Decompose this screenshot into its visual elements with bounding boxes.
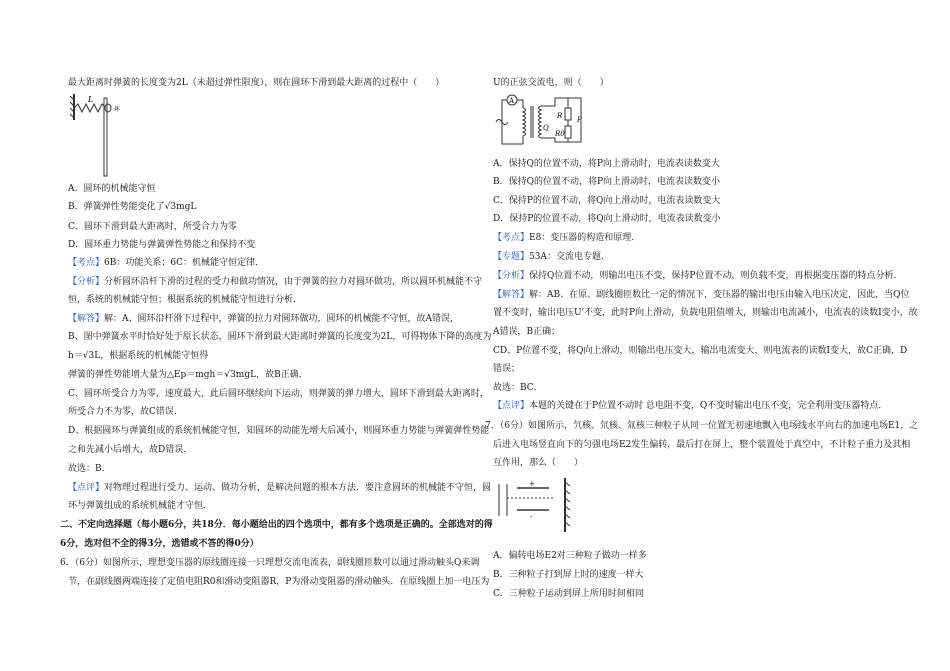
- kaodian-text: 6B：功能关系；6C：机械能守恒定律．: [104, 258, 264, 268]
- plus-label: +: [529, 480, 535, 488]
- kaodian-tag: 【考点】: [493, 233, 530, 243]
- spring-ring-figure: [70, 92, 126, 178]
- dianping-tag: 【点评】: [68, 483, 105, 493]
- jieda-text: 解：A、圆环沿杆滑下过程中，弹簧的拉力对圆环做功，圆环的机械能不守恒，故A错误，: [104, 314, 460, 324]
- minus-label: -: [530, 513, 533, 521]
- jieda-text-2: B、图中弹簧水平时恰好处于原长状态，圆环下滑到最大距离时弹簧的长度变为2L，可得物体下降的高度为: [68, 332, 492, 342]
- r-label: R: [557, 112, 563, 120]
- dianping-text: 本题的关键在于P位置不动时 总电阻不变，Q不变时输出电压不变，完全利用变压器特点．: [529, 401, 888, 411]
- fenxi-tag: 【分析】: [493, 271, 530, 281]
- option-c: C．圆环下滑到最大距离时，所受合力为零: [68, 222, 237, 232]
- section-heading: 二、不定向选择题（每小题6分，共18分．每小题给出的四个选项中，都有多个选项是正确的。全部选对的得: [60, 520, 493, 530]
- fenxi-row: [493, 270, 902, 282]
- option-a: A．偏转电场E2对三种粒子做功一样多: [493, 551, 647, 561]
- section-heading-2: 6分，选对但不全的得3分，选错或不答的得0分）: [60, 539, 259, 549]
- option-b: B．保持Q的位置不动，将P向上滑动时，电流表读数变小: [493, 177, 721, 187]
- jieda-text-6: 故选：BC．: [493, 383, 543, 393]
- question-7-text-2: 后进入电场竖直向下的匀强电场E2发生偏转，最后打在屏上，整个装置处于真空中，不计粒子重力及其相: [493, 440, 911, 450]
- fenxi-text-2: 恒，系统的机械能守恒；根据系统的机械能守恒进行分析．: [68, 295, 303, 305]
- jieda-tag: 【解答】: [68, 314, 105, 324]
- jieda-text-9: 故选：B．: [68, 464, 111, 474]
- question-text: 最大距离时弹簧的长度变为2L（未超过弹性限度），则在圆环下滑到最大距离的过程中（ ）: [68, 78, 445, 88]
- jieda-row: [68, 313, 459, 325]
- r0-label: R0: [555, 130, 565, 138]
- option-c: C．保持P的位置不动，将Q向上滑动时，电流表读数变大: [493, 196, 721, 206]
- question-6-text: 6．（6分）如图所示，理想变压器的原线圈连接一只理想交流电流表，副线圈匝数可以通过滑动触头Q来调: [60, 558, 480, 568]
- zhuanti-row: [493, 251, 610, 263]
- electric-field-figure: [493, 476, 573, 534]
- kaodian-row: [68, 257, 264, 269]
- dianping-tag: 【点评】: [493, 401, 530, 411]
- fenxi-row: [68, 276, 482, 288]
- jieda-text-5: 错误；: [493, 364, 521, 374]
- jieda-text-4: 弹簧的弹性势能增大量为△Ep＝mgh＝√3mgL，故B正确．: [68, 370, 308, 380]
- question-7-text: 7．（6分）如图所示，氕核、氘核、氚核三种粒子从同一位置无初速地飘入电场线水平向右的加速电场E1，之: [485, 421, 919, 431]
- length-label: L: [88, 95, 94, 104]
- option-a: A．圆环的机械能守恒: [68, 184, 156, 194]
- zhuanti-text: 53A：交流电专题．: [529, 252, 610, 262]
- fenxi-text: 分析圆环沿杆下滑的过程的受力和做功情况，由于弹簧的拉力对圆环做功，所以圆环机械能不守: [104, 277, 483, 287]
- option-a: A．保持Q的位置不动，将P向上滑动时，电流表读数变大: [493, 159, 720, 169]
- option-c: C．三种粒子运动到屏上所用时间相同: [493, 589, 644, 599]
- fenxi-text: 保持Q位置不动，则输出电压不变，保持P位置不动，则负载不变，再根据变压器的特点分析．: [529, 271, 903, 281]
- jieda-text-6: 所受合力不为零，故C错误．: [68, 407, 183, 417]
- dianping-text-2: 环与弹簧组成的系统机械能才守恒．: [68, 501, 213, 511]
- dianping-text: 对物理过程进行受力、运动、做功分析，是解决问题的根本方法．要注意圆环的机械能不守恒，圆: [104, 483, 492, 493]
- kaodian-tag: 【考点】: [68, 258, 105, 268]
- transformer-circuit-figure: [493, 94, 603, 150]
- jieda-text-7: D、根据圆环与弹簧组成的系统机械能守恒，知圆环的动能先增大后减小，则圆环重力势能与弹簧弹性势能: [68, 426, 490, 436]
- jieda-tag: 【解答】: [493, 290, 530, 300]
- jieda-text-5: C、圆环所受合力为零，速度最大，此后圆环继续向下运动，则弹簧的弹力增大，圆环下滑到最大距离时，: [68, 389, 489, 399]
- option-d: D．圆环重力势能与弹簧弹性势能之和保持不变: [68, 240, 256, 250]
- zhuanti-tag: 【专题】: [493, 252, 530, 262]
- ring-label: 环: [114, 106, 121, 113]
- q-label: Q: [543, 124, 549, 132]
- dianping-row: [493, 400, 887, 412]
- kaodian-text: E8：变压器的构造和原理．: [529, 233, 641, 243]
- option-b: B．弹簧弹性势能变化了√3mgL: [68, 202, 197, 212]
- jieda-row: [493, 289, 910, 301]
- question-6-text-3: U的正弦交流电，则（ ）: [493, 78, 609, 88]
- jieda-text-8: 之和先减小后增大，故D错误．: [68, 445, 193, 455]
- jieda-text-2: 置不变时，输出电压U'不变，此时P向上滑动，负载电阻值增大，则输出电流减小，电流表的读数I变小，故: [493, 308, 918, 318]
- option-d: D．保持P的位置不动，将Q向上滑动时，电流表读数变小: [493, 214, 721, 224]
- fenxi-tag: 【分析】: [68, 277, 105, 287]
- question-6-text-2: 节，在副线圈两端连接了定值电阻R0和滑动变阻器R，P为滑动变阻器的滑动触头．在原线圈上加一电压为: [68, 577, 490, 587]
- p-label: P: [577, 116, 582, 124]
- question-7-text-3: 互作用，那么（ ）: [493, 458, 584, 468]
- jieda-text-3: A错误，B正确；: [493, 327, 561, 337]
- dianping-row: [68, 482, 491, 494]
- jieda-text-4: CD、P位置不变，将Q向上滑动，则输出电压变大，输出电流变大，则电流表的读数I变大，故C正确，D: [493, 346, 908, 356]
- ammeter-label: A: [509, 97, 515, 105]
- jieda-text: 解：AB、在原、副线圈匝数比一定的情况下，变压器的输出电压由输入电压决定，因此，当Q位: [529, 290, 910, 300]
- option-b: B．三种粒子打到屏上时的速度一样大: [493, 570, 644, 580]
- jieda-text-3: h＝√3L，根据系统的机械能守恒得: [68, 351, 209, 361]
- kaodian-row: [493, 232, 640, 244]
